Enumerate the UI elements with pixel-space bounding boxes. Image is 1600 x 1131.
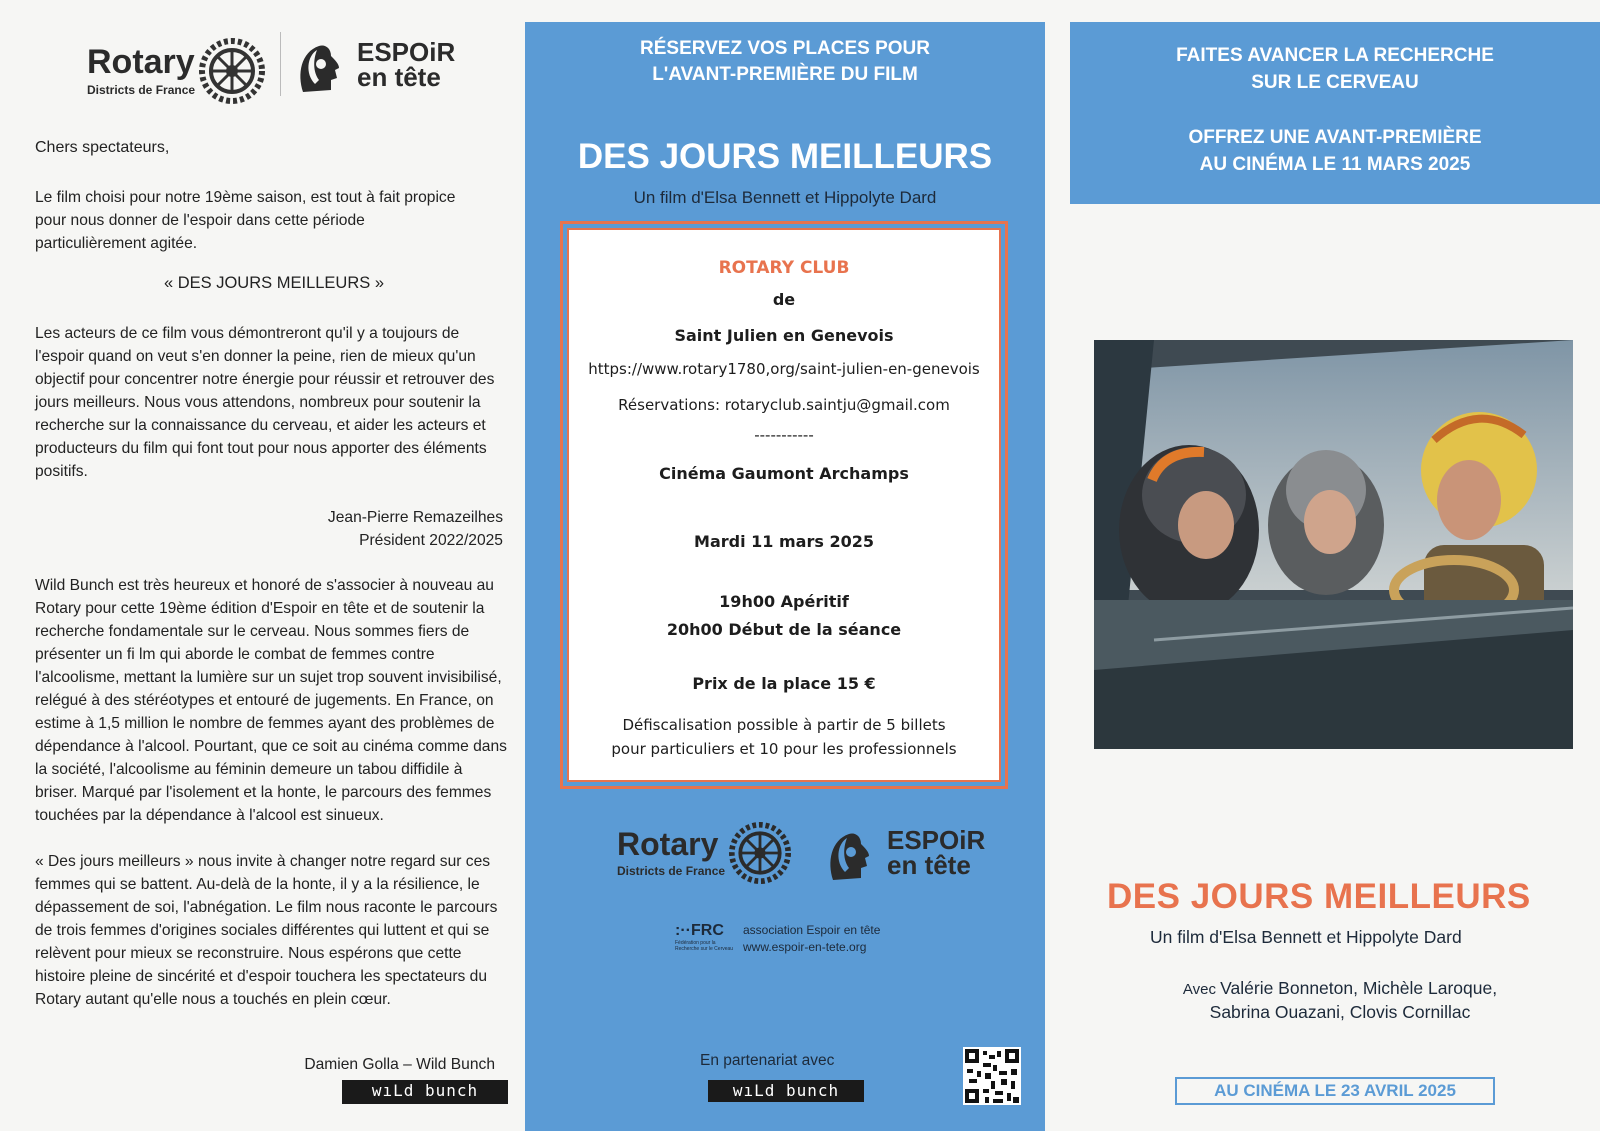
offer-heading — [1070, 124, 1600, 178]
ticket-price: Prix de la place 15 € — [692, 674, 876, 693]
film-title-quote: « DES JOURS MEILLEURS » — [163, 274, 385, 292]
president-letter: Les acteurs de ce film vous démontreront qu'il y a toujours de l'espoir quand on veut s'en donner la peine, rien de mieux qu'un objectif pour concentrer notre énergie pour réussir et retrouver des jours meilleurs. Nous vous attendons, nombreux pour soutenir la recherche sur la connaissance du cerveau, et aider les acteurs et producteurs du film qui font tout pour nous apporter des éléments positifs. — [35, 325, 495, 480]
offer-heading-line2: AU CINÉMA LE 11 MARS 2025 — [1199, 154, 1471, 175]
film-credit-prefix: Un film d' — [1150, 927, 1223, 947]
separator-dashes: ----------- — [754, 426, 814, 444]
middle-panel — [525, 22, 1045, 1131]
rotary-wordmark: Rotary — [87, 43, 195, 81]
wild-bunch-logo: wıLd bunch — [342, 1080, 508, 1104]
frc-association-block — [675, 922, 880, 956]
event-info-box — [567, 228, 1001, 782]
film-credit — [525, 188, 1045, 208]
research-heading-line2: SUR LE CERVEAU — [1251, 72, 1419, 93]
cast-line1: Valérie Bonneton, Michèle Laroque, — [1220, 978, 1498, 998]
club-city: Saint Julien en Genevois — [674, 326, 894, 345]
right-header-band — [1070, 22, 1600, 204]
film-title-inline: « Des jours meilleurs » — [35, 853, 194, 870]
espoir-logo — [295, 34, 455, 96]
film-credit-names: Elsa Bennett et Hippolyte Dard — [1222, 927, 1462, 947]
tax-note-line2: pour particuliers et 10 pour les professionnels — [611, 740, 957, 758]
signature-president-name: Jean-Pierre Remazeilhes — [327, 509, 503, 526]
film-credit-prefix: Un film d' — [633, 188, 704, 207]
reservation-heading-line1: RÉSERVEZ VOS PLACES POUR — [640, 38, 930, 59]
screening-time: 20h00 Début de la séance — [666, 620, 902, 639]
head-profile-icon — [295, 34, 353, 96]
head-profile-icon — [825, 822, 883, 884]
tax-note-line1: Défiscalisation possible à partir de 5 billets — [622, 716, 946, 734]
rotary-logo-middle — [617, 822, 791, 884]
aperitif-time: 19h00 Apéritif — [719, 592, 849, 611]
espoir-logo-middle — [825, 822, 985, 884]
event-date: Mardi 11 mars 2025 — [694, 532, 874, 551]
offer-heading-line1: OFFREZ UNE AVANT-PREMIÈRE — [1188, 127, 1482, 148]
qr-code-icon[interactable] — [963, 1047, 1021, 1105]
partnership-label: En partenariat avec — [700, 1052, 835, 1069]
reservation-heading-line2: L'AVANT-PREMIÈRE DU FILM — [652, 64, 918, 85]
intro-paragraph: Le film choisi pour notre 19ème saison, est tout à fait propice pour nous donner de l'espoir dans cette période particulièrement agitée. — [35, 189, 456, 252]
rotary-wheel-icon — [729, 822, 791, 884]
espoir-wordmark-line1: ESPOiR — [887, 825, 986, 856]
espoir-wordmark-line1: ESPOiR — [357, 37, 456, 68]
association-name: association Espoir en tête — [743, 923, 881, 937]
signature-president-role: Président 2022/2025 — [359, 532, 503, 549]
film-still-image — [1094, 340, 1573, 749]
release-date-banner: AU CINÉMA LE 23 AVRIL 2025 — [1175, 1077, 1495, 1105]
rotary-subtitle-middle: Districts de France — [617, 864, 726, 878]
club-name: ROTARY CLUB — [718, 258, 850, 278]
rotary-wheel-icon — [199, 38, 265, 104]
cinema-name: Cinéma Gaumont Archamps — [659, 464, 909, 483]
wild-bunch-logo-middle: wıLd bunch — [708, 1080, 864, 1102]
rotary-wordmark-middle: Rotary — [617, 826, 719, 862]
left-panel — [0, 0, 525, 1131]
cast-list — [1140, 977, 1540, 1023]
research-heading-line1: FAITES AVANCER LA RECHERCHE — [1176, 45, 1494, 66]
rotary-subtitle: Districts de France — [87, 83, 196, 97]
film-title-right: DES JOURS MEILLEURS — [1107, 877, 1531, 916]
signature-wild-bunch: Damien Golla – Wild Bunch — [304, 1056, 495, 1073]
espoir-wordmark-line2: en tête — [357, 62, 441, 92]
reservation-heading — [525, 36, 1045, 88]
cast-prefix: Avec — [1182, 981, 1221, 998]
car-scene-illustration — [1094, 340, 1573, 749]
letter-continuation: nous invite à changer notre regard sur ces femmes qui se battent. Au-delà de la honte, il y a la résilience, le dépassement de soi, l'abnégation. Le film nous raconte le parcours de trois femmes d'origines sociales différentes qui luttent et qui se relèvent pour mieux se reconstruire. Nous espérons que cette histoire pleine de sincérité et d'espoir touchera les spectateurs du Rotary autant qu'elle nous a touchés en plein cœur. — [35, 853, 498, 1008]
logo-separator — [280, 32, 281, 96]
association-website-link[interactable]: www.espoir-en-tete.org — [743, 940, 867, 954]
wild-bunch-letter-cont — [35, 850, 507, 1011]
frc-logo — [675, 922, 739, 952]
espoir-wordmark-line2: en tête — [887, 850, 971, 880]
club-de: de — [772, 290, 796, 309]
frc-wordmark: :··FRC — [675, 922, 724, 939]
greeting: Chers spectateurs, — [35, 139, 170, 156]
film-credit-right — [1150, 927, 1462, 948]
rotary-logo — [87, 38, 265, 104]
reservation-email-link[interactable]: Réservations: rotaryclub.saintju@gmail.com — [618, 396, 950, 414]
wild-bunch-letter: Wild Bunch est très heureux et honoré de s'associer à nouveau au Rotary pour cette 19ème édition d'Espoir en tête et de soutenir la recherche fondamentale sur le cerveau. Nous sommes fiers de présenter un fi lm qui aborde le combat de femmes contre l'alcoolisme, mettant la lumière sur un sujet trop souvent invisibilisé, relégué à des stéréotypes et entouré de jugements. En France, on estime à 1,5 million le nombre de femmes ayant des problèmes de dépendance à l'alcool. Pourtant, que ce soit au cinéma comme dans la société, l'alcoolisme au féminin demeure un tabou diffidile à briser. Marqué par l'isolement et la honte, le parcours des femmes touchées par la dépendance à l'alcool est sinueux. — [35, 577, 507, 824]
frc-subtitle: Fédération pour la Recherche sur le Cerveau — [675, 940, 734, 952]
cast-line2: Sabrina Ouazani, Clovis Cornillac — [1209, 1002, 1471, 1022]
research-heading — [1070, 42, 1600, 96]
film-credit-names: Elsa Bennett et Hippolyte Dard — [703, 188, 937, 207]
film-title: DES JOURS MEILLEURS — [577, 137, 993, 176]
club-url-link[interactable]: https://www.rotary1780,org/saint-julien-en-genevois — [588, 360, 980, 378]
